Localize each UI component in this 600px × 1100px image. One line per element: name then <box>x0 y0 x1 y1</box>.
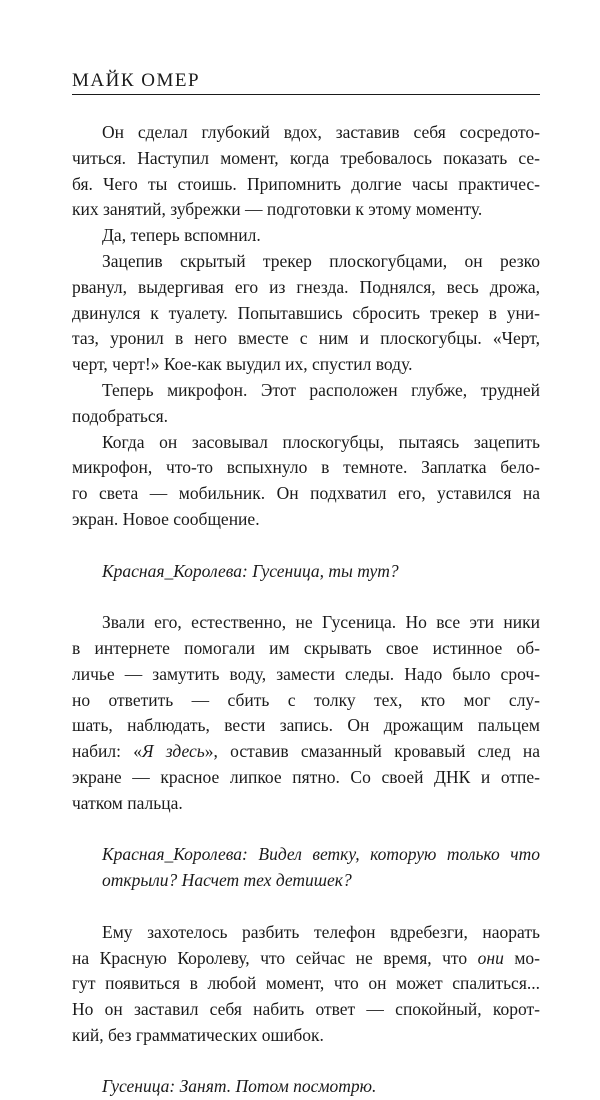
line-segment: набил: « <box>72 741 143 762</box>
text-line: в интернете помогали им скрывать свое истинное об- <box>72 637 540 658</box>
text-line: экране — красное липкое пятно. Со своей ДНК и отпе- <box>72 766 540 787</box>
text-line: Да, теперь вспомнил. <box>102 225 261 246</box>
text-line: Ему захотелось разбить телефон вдребезги, наорать <box>102 921 540 942</box>
text-line: личье — замутить воду, замести следы. Надо было сроч- <box>72 663 540 684</box>
emphasized-text: они <box>477 947 504 968</box>
text-line: бя. Чего ты стоишь. Припомнить долгие часы практичес- <box>72 173 540 194</box>
text-line: Но он заставил себя набить ответ — спокойный, корот- <box>72 999 540 1020</box>
text-line: Зацепив скрытый трекер плоскогубцами, он резко <box>102 250 540 271</box>
text-line: шать, наблюдать, вести запись. Он дрожащим пальцем <box>72 715 540 736</box>
text-line: читься. Наступил момент, когда требовалось показать се- <box>72 147 540 168</box>
paragraph-gap <box>72 894 540 920</box>
paragraph-gap <box>72 584 540 610</box>
paragraph-gap <box>72 817 540 843</box>
paragraph-gap <box>72 533 540 559</box>
text-line <box>72 946 540 972</box>
page-body <box>72 120 540 1100</box>
chat-message-line: Гусеница: Занят. Потом посмотрю. <box>102 1076 377 1097</box>
text-line: го света — мобильник. Он подхватил его, уставился на <box>72 483 540 504</box>
text-line: экран. Новое сообщение. <box>72 508 260 529</box>
text-line: двинулся к туалету. Попытавшись сбросить трекер в уни- <box>72 302 540 323</box>
text-line: Он сделал глубокий вдох, заставив себя сосредото- <box>102 122 540 142</box>
text-line: Теперь микрофон. Этот расположен глубже, трудней <box>102 379 540 400</box>
text-line: кий, без грамматических ошибок. <box>72 1024 324 1045</box>
chat-message-line: открыли? Насчет тех детишек? <box>102 870 352 891</box>
text-line: гут появиться в любой момент, что он может спалиться... <box>72 973 540 994</box>
paragraph-gap <box>72 1049 540 1075</box>
running-header: МАЙК ОМЕР <box>72 70 201 91</box>
text-line: подобраться. <box>72 405 169 426</box>
text-line: Звали его, естественно, не Гусеница. Но все эти ники <box>102 612 540 633</box>
text-line: чатком пальца. <box>72 792 183 813</box>
text-line: таз, уронил в него вместе с ним и плоскогубцы. «Черт, <box>72 328 540 349</box>
text-line: ких занятий, зубрежки — подготовки к этому моменту. <box>72 199 483 220</box>
header-rule <box>72 94 540 95</box>
chat-message-line: Красная_Королева: Гусеница, ты тут? <box>102 560 399 581</box>
line-segment: на Красную Королеву, что сейчас не время, что <box>72 947 478 968</box>
line-segment: мо- <box>503 947 541 968</box>
emphasized-text: Я здесь <box>142 741 205 762</box>
line-segment: », оставив смазанный кровавый след на <box>204 741 541 762</box>
chat-message-line: Красная_Королева: Видел ветку, которую только что <box>102 844 540 865</box>
text-line: Когда он засовывал плоскогубцы, пытаясь зацепить <box>102 431 540 452</box>
text-line: рванул, выдергивая его из гнезда. Поднялся, весь дрожа, <box>72 276 540 297</box>
text-line: но ответить — сбить с толку тех, кто мог слу- <box>72 689 540 710</box>
text-line: черт, черт!» Кое-как выудил их, спустил воду. <box>72 354 413 375</box>
text-line <box>72 739 540 765</box>
text-line: микрофон, что-то вспыхнуло в темноте. Заплатка бело- <box>72 457 540 478</box>
